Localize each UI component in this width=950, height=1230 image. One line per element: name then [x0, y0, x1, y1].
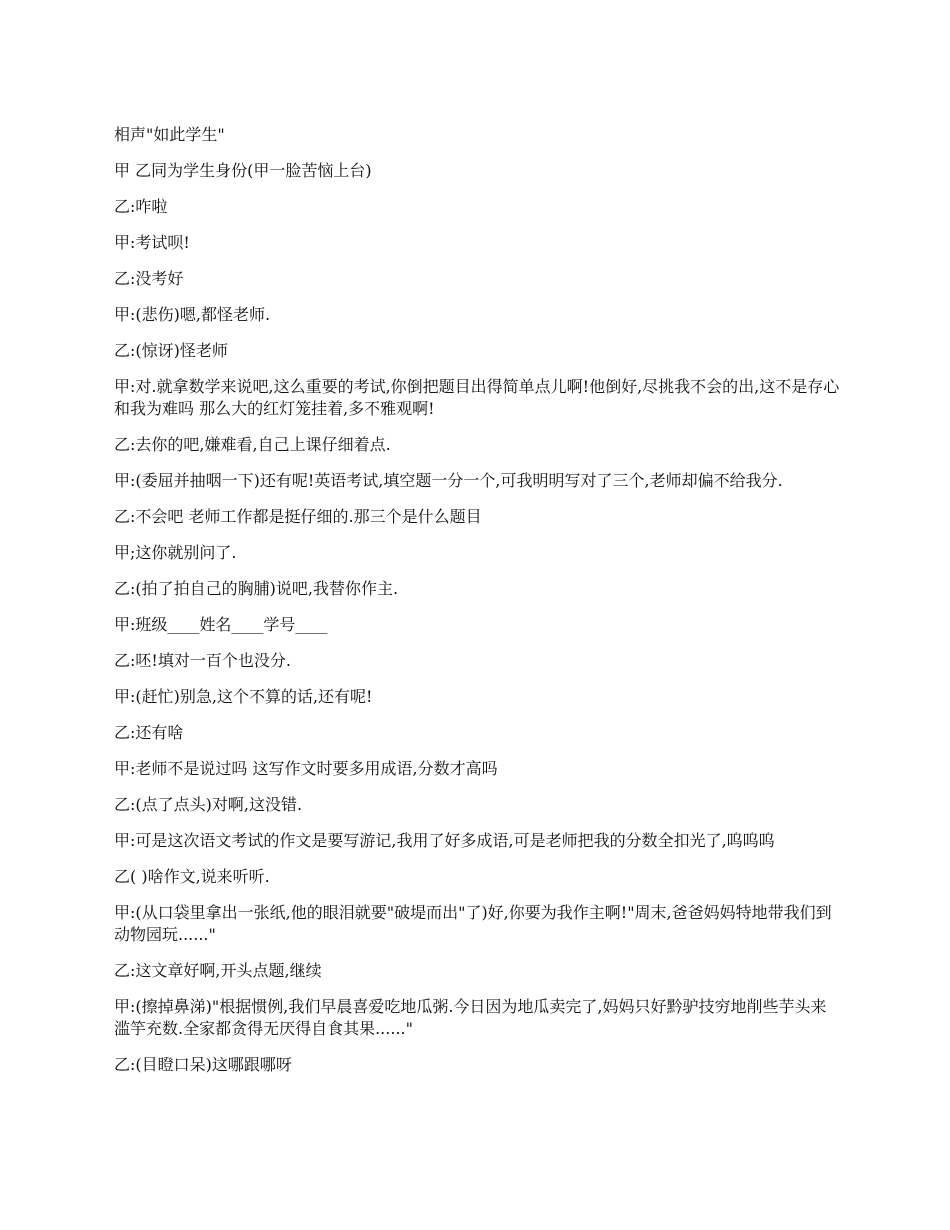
dialogue-line: 乙:还有啥 — [114, 723, 184, 742]
dialogue-line: 甲;这你就别问了. — [114, 543, 237, 562]
dialogue-line: 乙:去你的吧,嫌难看,自己上课仔细着点. — [114, 435, 391, 454]
dialogue-line: 甲:(悲伤)嗯,都怪老师. — [114, 305, 271, 324]
stage-direction: 甲 乙同为学生身份(甲一脸苦恼上台) — [114, 161, 372, 180]
document-body — [114, 124, 840, 1090]
dialogue-line: 甲:(从口袋里拿出一张纸,他的眼泪就要"破堤而出"了)好,你要为我作主啊!"周末,爸爸妈妈特地带我们到动物园玩......" — [114, 903, 832, 944]
dialogue-line: 乙:(惊讶)怪老师 — [114, 341, 228, 360]
dialogue-line: 甲:考试呗! — [114, 233, 190, 252]
dialogue-line: 乙( )啥作文,说来听听. — [114, 867, 270, 886]
dialogue-line: 乙:没考好 — [114, 269, 184, 288]
dialogue-line: 乙:(目瞪口呆)这哪跟哪呀 — [114, 1055, 292, 1074]
dialogue-line: 甲:(委屈并抽咽一下)还有呢!英语考试,填空题一分一个,可我明明写对了三个,老师却偏不给我分. — [114, 471, 783, 490]
dialogue-line: 乙:咋啦 — [114, 197, 168, 216]
dialogue-line: 甲:(赶忙)别急,这个不算的话,还有呢! — [114, 687, 373, 706]
dialogue-line: 甲:(擦掉鼻涕)"根据惯例,我们早晨喜爱吃地瓜粥.今日因为地瓜卖完了,妈妈只好黔驴技穷地削些芋头来滥竽充数.全家都贪得无厌得自食其果......" — [114, 997, 827, 1038]
dialogue-line: 乙:呸!填对一百个也没分. — [114, 651, 291, 670]
dialogue-line: 甲:可是这次语文考试的作文是要写游记,我用了好多成语,可是老师把我的分数全扣光了,呜呜呜 — [114, 831, 775, 850]
document-title: 相声"如此学生" — [114, 125, 225, 144]
dialogue-line: 乙:(拍了拍自己的胸脯)说吧,我替你作主. — [114, 579, 399, 598]
dialogue-line: 乙:(点了点头)对啊,这没错. — [114, 795, 303, 814]
dialogue-line: 乙:不会吧 老师工作都是挺仔细的.那三个是什么题目 — [114, 507, 482, 526]
dialogue-line: 甲:班级____姓名____学号____ — [114, 615, 328, 634]
dialogue-line: 乙:这文章好啊,开头点题,继续 — [114, 961, 322, 980]
dialogue-line: 甲:老师不是说过吗 这写作文时要多用成语,分数才高吗 — [114, 759, 498, 778]
dialogue-line: 甲:对.就拿数学来说吧,这么重要的考试,你倒把题目出得简单点儿啊!他倒好,尽挑我不会的出,这不是存心和我为难吗 那么大的红灯笼挂着,多不雅观啊! — [114, 377, 840, 418]
